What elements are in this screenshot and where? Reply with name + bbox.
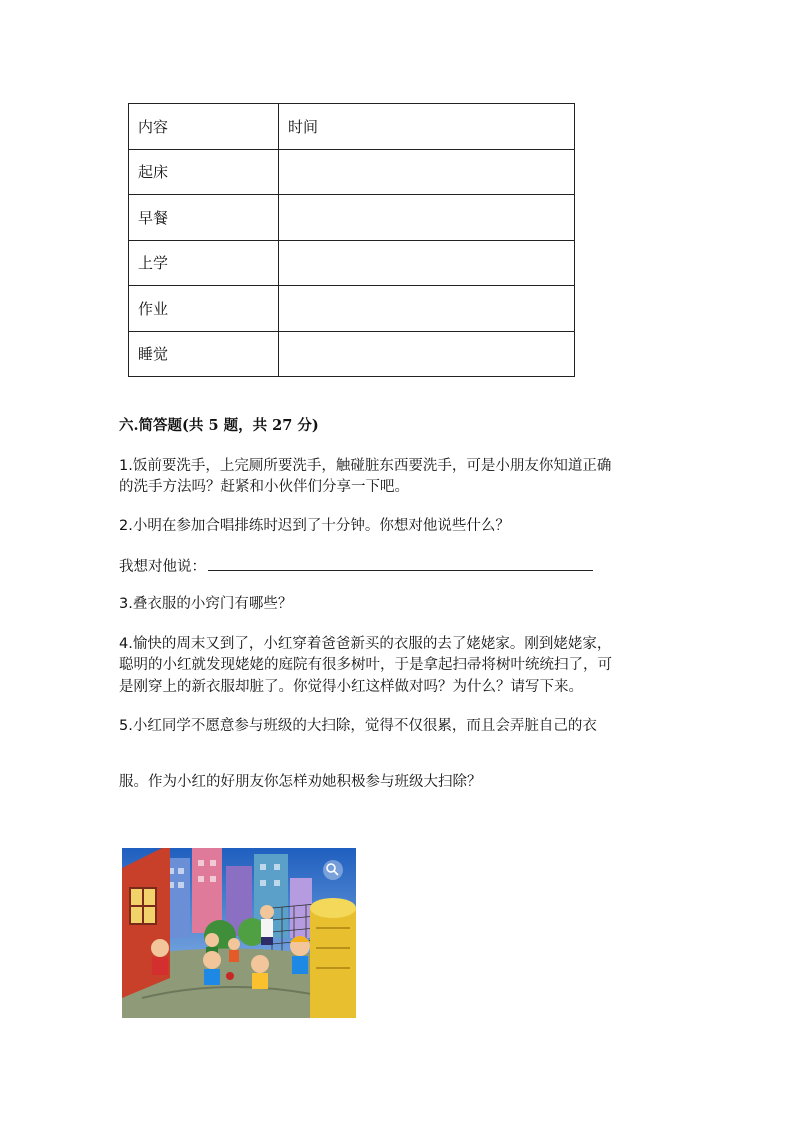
table-cell-blank <box>279 331 575 377</box>
question-4-line-1: 4.愉快的周末又到了，小红穿着爸爸新买的衣服的去了姥姥家。刚到姥姥家， <box>119 636 612 652</box>
table-row <box>129 149 575 195</box>
table-cell-blank <box>279 286 575 332</box>
table-row <box>129 195 575 241</box>
table-header-row <box>129 104 575 150</box>
section-title: 六.简答题(共 5 题，共 27 分) <box>119 417 319 434</box>
table-cell-blank <box>279 240 575 286</box>
table-header-cell: 内容 <box>129 104 279 150</box>
question-4-line-2: 聪明的小红就发现姥姥的庭院有很多树叶，于是拿起扫帚将树叶统统扫了，可 <box>119 657 612 673</box>
table-cell: 上学 <box>129 240 279 286</box>
answer-blank-line[interactable] <box>208 554 593 571</box>
question-1-line-1: 1.饭前要洗手，上完厕所要洗手，触碰脏东西要洗手，可是小朋友你知道正确 <box>119 458 612 474</box>
schedule-table <box>128 103 575 377</box>
question-1-line-2: 的洗手方法吗？赶紧和小伙伴们分享一下吧。 <box>119 479 409 495</box>
question-3: 3.叠衣服的小窍门有哪些？ <box>119 596 293 612</box>
question-4-line-3: 是刚穿上的新衣服却脏了。你觉得小红这样做对吗？为什么？请写下来。 <box>119 679 583 695</box>
table-row <box>129 240 575 286</box>
question-5-line-2: 服。作为小红的好朋友你怎样劝她积极参与班级大扫除？ <box>119 774 482 790</box>
table-cell: 睡觉 <box>129 331 279 377</box>
cleanup-illustration <box>122 848 356 1018</box>
table-row <box>129 286 575 332</box>
table-header-cell: 时间 <box>279 104 575 150</box>
table-row <box>129 331 575 377</box>
search-icon <box>323 860 343 880</box>
table-cell-blank <box>279 195 575 241</box>
question-5-line-1: 5.小红同学不愿意参与班级的大扫除，觉得不仅很累，而且会弄脏自己的衣 <box>119 718 597 734</box>
table-cell: 早餐 <box>129 195 279 241</box>
table-cell-blank <box>279 149 575 195</box>
question-2: 2.小明在参加合唱排练时迟到了十分钟。你想对他说些什么？ <box>119 518 510 534</box>
table-cell: 起床 <box>129 149 279 195</box>
answer-prompt-row <box>119 554 593 578</box>
table-cell: 作业 <box>129 286 279 332</box>
answer-prompt-label: 我想对他说： <box>119 559 206 575</box>
